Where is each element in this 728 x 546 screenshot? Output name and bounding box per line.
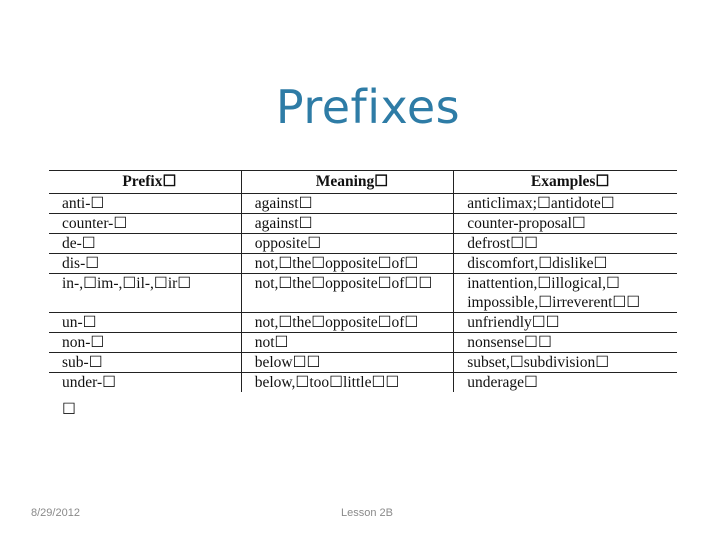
cell-prefix: sub-☐ [62, 354, 103, 371]
table-row [49, 254, 677, 274]
footer-lesson: Lesson 2B [341, 507, 393, 519]
cell-meaning: not,☐the☐opposite☐of☐ [241, 254, 454, 274]
header-examples: Examples☐ [454, 171, 677, 194]
cell-prefix: counter-☐ [62, 215, 128, 232]
table-row [49, 313, 677, 333]
cell-meaning: opposite☐ [241, 234, 454, 254]
cell-prefix: in-,☐im-,☐il-,☐ir☐ [62, 275, 192, 292]
cell-examples: unfriendly☐☐ [454, 313, 677, 333]
footer-date: 8/29/2012 [31, 507, 80, 519]
cell-meaning: against☐ [241, 194, 454, 214]
prefix-table [49, 170, 677, 392]
table-row [49, 194, 677, 214]
trailing-mark: ☐ [62, 401, 76, 418]
cell-meaning: below☐☐ [241, 353, 454, 373]
table-header-row [49, 171, 677, 194]
table-row [49, 274, 677, 313]
cell-meaning: against☐ [241, 214, 454, 234]
cell-prefix: non-☐ [62, 334, 105, 351]
cell-examples: nonsense☐☐ [454, 333, 677, 353]
table-row [49, 353, 677, 373]
cell-meaning: not☐ [241, 333, 454, 353]
cell-meaning: not,☐the☐opposite☐of☐☐ [241, 274, 454, 313]
table-row [49, 333, 677, 353]
table-row [49, 373, 677, 393]
cell-prefix: anti-☐ [62, 195, 105, 212]
table-row [49, 214, 677, 234]
cell-examples: counter-proposal☐ [454, 214, 677, 234]
cell-prefix: dis-☐ [62, 255, 100, 272]
cell-prefix: under-☐ [62, 374, 117, 391]
cell-examples: inattention,☐illogical,☐ impossible,☐irreverent☐☐ [454, 274, 677, 313]
cell-prefix: de-☐ [62, 235, 96, 252]
cell-examples: subset,☐subdivision☐ [454, 353, 677, 373]
cell-examples: anticlimax;☐antidote☐ [454, 194, 677, 214]
header-prefix: Prefix☐ [49, 171, 241, 194]
cell-examples: underage☐ [454, 373, 677, 393]
header-meaning: Meaning☐ [241, 171, 454, 194]
cell-meaning: below,☐too☐little☐☐ [241, 373, 454, 393]
slide-title: Prefixes [275, 80, 461, 134]
table-row [49, 234, 677, 254]
cell-examples: discomfort,☐dislike☐ [454, 254, 677, 274]
cell-examples: defrost☐☐ [454, 234, 677, 254]
cell-prefix: un-☐ [62, 314, 97, 331]
cell-meaning: not,☐the☐opposite☐of☐ [241, 313, 454, 333]
